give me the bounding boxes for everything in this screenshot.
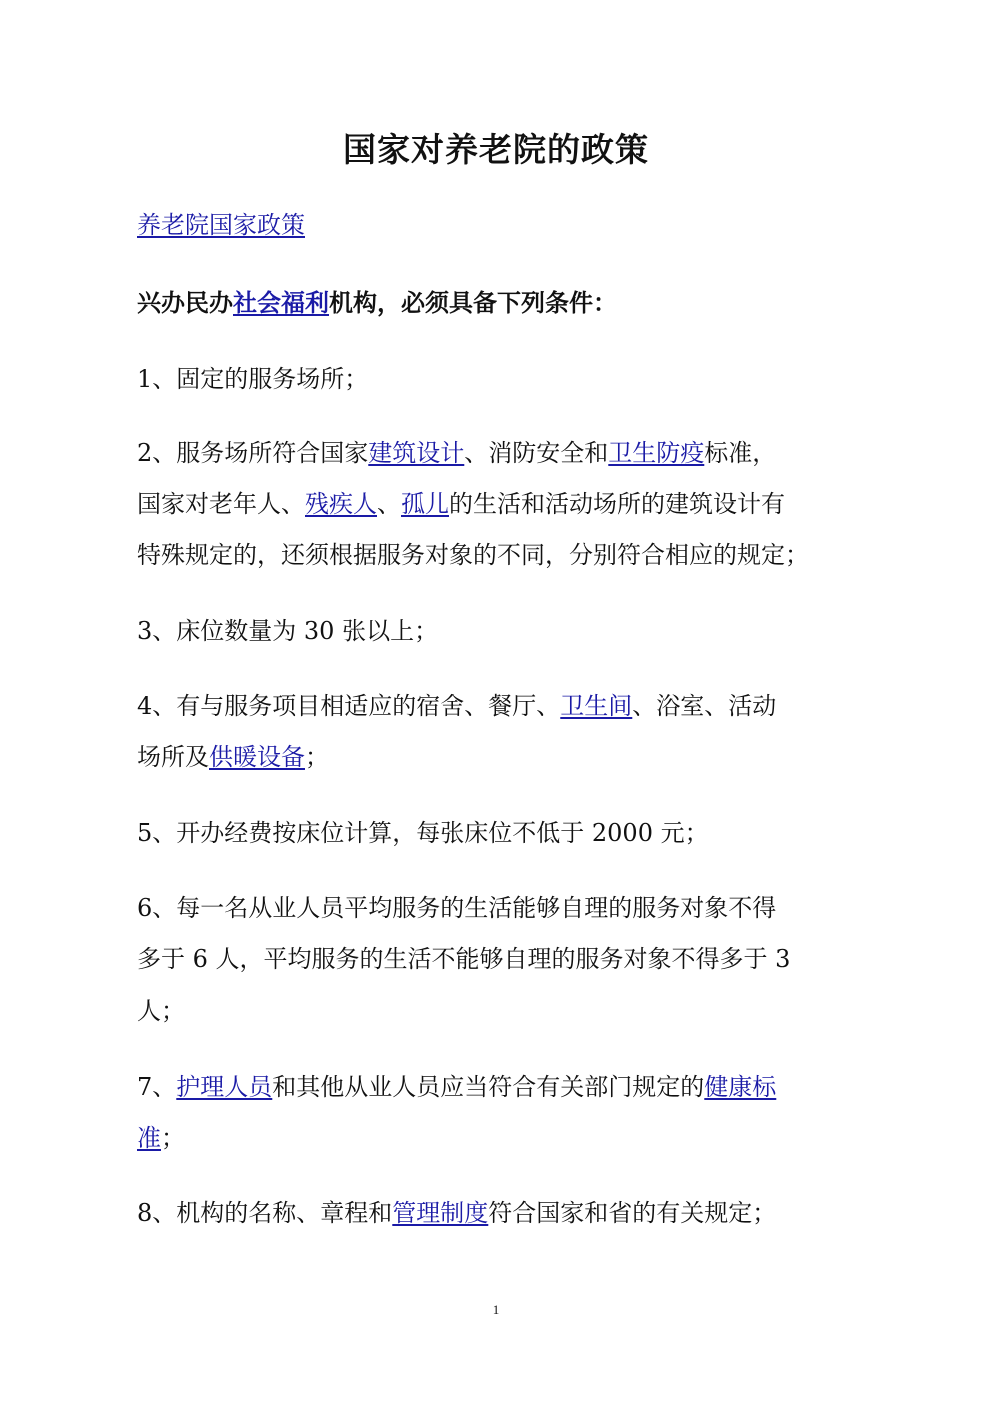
item-2-line-2 (137, 487, 785, 521)
orphan-link[interactable]: 孤儿 (401, 490, 449, 518)
item-4-text: ； (305, 743, 329, 771)
item-3: 3、床位数量为 30 张以上； (137, 617, 439, 645)
item-4-line-2 (137, 740, 329, 774)
health-standard-link[interactable]: 健康标 (704, 1073, 777, 1101)
management-system-link[interactable]: 管理制度 (392, 1199, 489, 1227)
sanitation-epidemic-link[interactable]: 卫生防疫 (608, 439, 705, 467)
nursing-staff-link[interactable]: 护理人员 (176, 1073, 273, 1101)
intro-text-pre: 兴办民办 (137, 288, 233, 317)
item-7-line-1 (137, 1070, 776, 1104)
item-7-text: 7、 (137, 1073, 177, 1101)
item-7-text: 和其他从业人员应当符合有关部门规定的 (272, 1073, 705, 1101)
item-7-text: ； (161, 1124, 185, 1152)
item-6-line-1: 6、每一名从业人员平均服务的生活能够自理的服务对象不得 (137, 894, 777, 922)
intro-paragraph (137, 286, 617, 320)
item-4-text: 、浴室、活动 (632, 692, 777, 720)
item-1: 1、固定的服务场所； (137, 365, 369, 393)
item-6-line-2: 多于 6 人，平均服务的生活不能够自理的服务对象不得多于 3 (137, 945, 791, 973)
item-2-text: 国家对老年人、 (137, 490, 305, 518)
item-2-text: 标准， (704, 439, 777, 467)
item-8 (137, 1196, 776, 1230)
health-standard-link-continued[interactable]: 准 (137, 1124, 161, 1152)
item-8-text: 符合国家和省的有关规定； (488, 1199, 777, 1227)
policy-link[interactable]: 养老院国家政策 (137, 211, 305, 239)
item-2-text: 、 (377, 490, 401, 518)
item-6-line-3: 人； (137, 997, 185, 1025)
page-title: 国家对养老院的政策 (343, 130, 649, 169)
item-5: 5、开办经费按床位计算，每张床位不低于 2000 元； (137, 819, 709, 847)
item-7-line-2 (137, 1121, 185, 1155)
page-number: 1 (492, 1302, 500, 1317)
item-8-text: 8、机构的名称、章程和 (137, 1199, 393, 1227)
architectural-design-link[interactable]: 建筑设计 (368, 439, 465, 467)
item-4-text: 场所及 (137, 743, 209, 771)
heating-equipment-link[interactable]: 供暖设备 (209, 743, 305, 771)
item-2-text: 、消防安全和 (464, 439, 609, 467)
item-2-line-3: 特殊规定的，还须根据服务对象的不同，分别符合相应的规定； (137, 541, 809, 569)
item-2-line-1 (137, 436, 776, 470)
disabled-people-link[interactable]: 残疾人 (305, 490, 377, 518)
item-2-text: 的生活和活动场所的建筑设计有 (449, 490, 785, 518)
social-welfare-link[interactable]: 社会福利 (233, 288, 329, 317)
intro-text-post: 机构，必须具备下列条件： (329, 288, 617, 317)
item-4-line-1 (137, 689, 776, 723)
restroom-link[interactable]: 卫生间 (560, 692, 633, 720)
item-2-text: 2、服务场所符合国家 (137, 439, 369, 467)
item-4-text: 4、有与服务项目相适应的宿舍、餐厅、 (137, 692, 561, 720)
subtitle-line (137, 208, 305, 242)
